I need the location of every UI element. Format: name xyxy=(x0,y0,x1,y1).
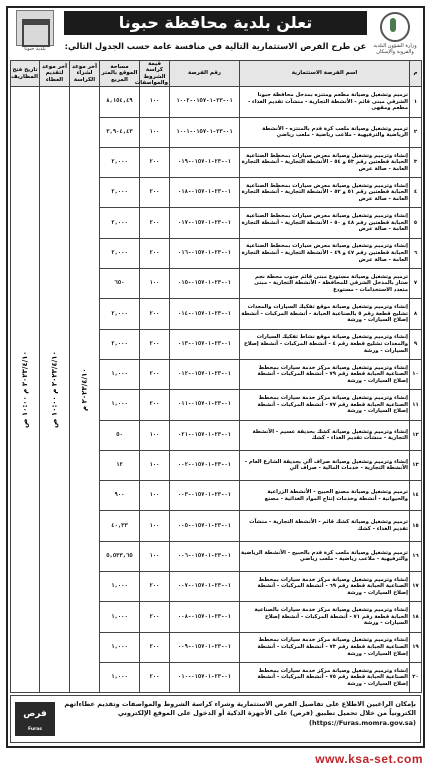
booklet-fee: ١٠٠ xyxy=(140,269,170,299)
opportunity-name: ترميم وتشغيل وصيانة كشك قائم - الأنشطة التجارية - منشآت تقديم الغذاء - كشك xyxy=(240,511,410,541)
booklet-fee: ١٠٠ xyxy=(140,450,170,480)
opportunity-name: إنشاء وترميم وتشغيل وصيانة مركز خدمة سيارات بمخطط الصناعية الحبابة قطعة رقم ٧٥ - أنشطة المركبات - أنشطة إصلاح السيارات - ورشة xyxy=(240,662,410,692)
booklet-fee: ٢٠٠ xyxy=(140,632,170,662)
table-header-row xyxy=(11,61,422,87)
opportunity-name: إنشاء وترميم وتشغيل وصيانة كشك بحديقة عسيم - الأنشطة التجارية - منشآت تقديم الغذاء - كشك xyxy=(240,420,410,450)
row-number: ١٥ xyxy=(410,511,422,541)
site-area: ١,٠٠٠ xyxy=(100,662,140,692)
furas-logo-sub: Furas xyxy=(28,727,42,732)
site-area: ٨,١٥٤,٤٩ xyxy=(100,87,140,117)
column-header: تاريخ فتح المظاريف xyxy=(11,61,40,87)
opportunities-table xyxy=(10,60,422,693)
booklet-fee: ١٠٠ xyxy=(140,87,170,117)
last-purchase-date: ٢٠٢٣/٤/١٠ م xyxy=(70,87,100,693)
page-title: تعلن بلدية محافظة حبونا xyxy=(64,11,367,35)
watermark-url: www.ksa-set.com xyxy=(315,752,423,766)
opportunity-id: ٠١-٢٣-٠١٥٧٠١-٠٢١ xyxy=(170,420,240,450)
site-area: ١,٠٠٠ xyxy=(100,602,140,632)
opportunity-name: إنشاء وترميم وتشغيل وصيانة معرض سيارات بمخطط الصناعية الحبابة قطعتين رقم ٤٧ و ٤٩ - الأنشطة التجارية - أنشطة التجارة العامة - صالة عرض xyxy=(240,238,410,268)
site-area: ٣,٩٠٤,٤٣ xyxy=(100,117,140,147)
column-header: آخر موعد لشراء الكراسة xyxy=(70,61,100,87)
booklet-fee: ٢٠٠ xyxy=(140,147,170,177)
municipality-logo xyxy=(12,10,58,54)
row-number: ٩ xyxy=(410,329,422,359)
row-number: ٧ xyxy=(410,269,422,299)
opportunity-name: ترميم وتشغيل وصيانة ملعب كرة قدم بالحبيح - الأنشطة الرياضية والترفيهية - ملاعب رياضية - ملعب رياضي xyxy=(240,541,410,571)
municipality-emblem-icon xyxy=(16,10,54,46)
site-area: ١٢ xyxy=(100,450,140,480)
opportunity-id: ٠١-٢٣-٠١٥٧٠١-٠١٠ xyxy=(170,662,240,692)
opening-date: ٢٠٢٣/٤/١٠ م ١٠:٠٠ ص xyxy=(11,87,40,693)
site-area: ٢,٠٠٠ xyxy=(100,299,140,329)
opportunity-id: ٠١-٢٣-٠١٥٧٠١-٠٠٧ xyxy=(170,572,240,602)
opportunity-id: ٠١-٢٣-٠١٥٧٠١-٠١٨ xyxy=(170,178,240,208)
opportunity-name: إنشاء وترميم وتشغيل وصيانة معرض سيارات بمخطط الصناعية الحبابة قطعتين رقم ٥٣ و ٥٤ - الأنشطة التجارية - أنشطة التجارة العامة - صالة عرض xyxy=(240,147,410,177)
column-header: آخر موعد لتقديم العطاء xyxy=(40,61,70,87)
row-number: ١٢ xyxy=(410,420,422,450)
row-number: ٤ xyxy=(410,178,422,208)
booklet-fee: ٢٠٠ xyxy=(140,178,170,208)
opportunity-id: ٠١-٢٣-٠١٥٧٠١-٠١٢ xyxy=(170,359,240,389)
site-area: ٢,٠٠٠ xyxy=(100,147,140,177)
row-number: ١٨ xyxy=(410,602,422,632)
booklet-fee: ٢٠٠ xyxy=(140,572,170,602)
opportunity-name: إنشاء وترميم وتشغيل وصيانة صراف آلي بحديقة الشارع العام - الأنشطة التجارية - خدمات المالية - صراف آلي xyxy=(240,450,410,480)
column-header: م xyxy=(410,61,422,87)
opportunity-name: إنشاء وترميم وتشغيل وصيانة مركز خدمة سيارات بمخطط الصناعية الحبابة قطعة رقم ٧٩ - أنشطة المركبات - أنشطة إصلاح السيارات - ورشة xyxy=(240,359,410,389)
site-area: ٦٥٠ xyxy=(100,269,140,299)
site-area: ٢,٠٠٠ xyxy=(100,329,140,359)
opportunity-name: إنشاء وترميم وتشغيل وصيانة موقع نشاط تفكيك السيارات والمعدات تشليح قطعة رقم ٤ - أنشطة المركبات - أنشطة إصلاح السيارات - ورشة xyxy=(240,329,410,359)
row-number: ١٠ xyxy=(410,359,422,389)
row-number: ١١ xyxy=(410,390,422,420)
site-area: ٢,٠٠٠ xyxy=(100,238,140,268)
row-number: ١٩ xyxy=(410,632,422,662)
ministry-logo-text: وزارة الشؤون البلدية والقروية والإسكان xyxy=(373,43,417,55)
site-area: ١,٠٠٠ xyxy=(100,572,140,602)
opportunity-name: إنشاء وترميم وتشغيل وصيانة مركز خدمة سيارات بالصناعية الحبابة قطعة رقم ٧١ - أنشطة المركبات - أنشطة إصلاح السيارات - ورشة xyxy=(240,602,410,632)
row-number: ٨ xyxy=(410,299,422,329)
ad-footer xyxy=(10,695,421,743)
footer-instructions: بإمكان الراغبين الاطلاع على تفاصيل الفرص الاستثمارية وشراء كراسة الشروط والمواصفات وتقديم عطاءاتهم الكترونياً من خلال تحميل تطبيق (فرص) على الأجهزة الذكية أو الدخول على الموقع الإلكتروني (https://Furas.momra.gov.sa) xyxy=(64,700,416,727)
opportunity-id: ٠١-٢٣-٠١٥٧٠١-١٠٠١ xyxy=(170,117,240,147)
booklet-fee: ٢٠٠ xyxy=(140,299,170,329)
opportunity-id: ٠١-٢٣-٠١٥٧٠١-٠١٩ xyxy=(170,147,240,177)
site-area: ١,٠٠٠ xyxy=(100,632,140,662)
last-submission-date: ٢٠٢٣/٤/١٠ م ١٠:٠٠ ص xyxy=(40,87,70,693)
opportunity-id: ٠١-٢٣-٠١٥٧٠١-٠١٣ xyxy=(170,329,240,359)
row-number: ٦ xyxy=(410,238,422,268)
opportunity-id: ٠١-٢٣-٠١٥٧٠١-٠١٤ xyxy=(170,299,240,329)
column-header: قيمة كراسة الشروط والمواصفات xyxy=(134,61,168,86)
row-number: ١٦ xyxy=(410,541,422,571)
opportunity-id: ٠١-٢٣-٠١٥٧٠١-٠١١ xyxy=(170,390,240,420)
opportunity-name: إنشاء وترميم وتشغيل وصيانة معرض سيارات بمخطط الصناعية الحبابة قطعتين رقم ٥١ و ٥٢ - الأنشطة التجارية - أنشطة التجارة العامة - صالة عرض xyxy=(240,178,410,208)
tender-advertisement xyxy=(6,6,425,748)
opportunity-id: ٠١-٢٣-٠١٥٧٠١-٠٠٢ xyxy=(170,450,240,480)
opportunity-name: إنشاء وترميم وتشغيل وصيانة مركز خدمة سيارات بمخطط الصناعية الحبابة قطعة رقم ٧٣ - أنشطة المركبات - أنشطة إصلاح السيارات - ورشة xyxy=(240,632,410,662)
opportunity-id: ٠١-٢٣-٠١٥٧٠١-٠١٥ xyxy=(170,269,240,299)
row-number: ١٧ xyxy=(410,572,422,602)
column-header: رقم الفرصة xyxy=(170,61,240,87)
booklet-fee: ٢٠٠ xyxy=(140,390,170,420)
opportunity-name: إنشاء وترميم وتشغيل وصيانة موقع تفكيك السيارات والمعدات تشليح قطعة رقم ٥ بالصناعية الحبابة - أنشطة المركبات - أنشطة إصلاح السيارات - ورشة xyxy=(240,299,410,329)
row-number: ١٣ xyxy=(410,450,422,480)
opportunity-id: ٠١-٢٣-٠١٥٧٠١-٠٠٣ xyxy=(170,481,240,511)
booklet-fee: ٢٠٠ xyxy=(140,329,170,359)
booklet-fee: ١٠٠ xyxy=(140,420,170,450)
booklet-fee: ١٠٠ xyxy=(140,541,170,571)
opportunity-id: ٠١-٢٣-٠١٥٧٠١-١٠٠٢ xyxy=(170,87,240,117)
booklet-fee: ٢٠٠ xyxy=(140,602,170,632)
site-area: ٤٠,٣٣ xyxy=(100,511,140,541)
opportunity-id: ٠١-٢٣-٠١٥٧٠١-٠٠٥ xyxy=(170,511,240,541)
booklet-fee: ١٠٠ xyxy=(140,117,170,147)
row-number: ٢ xyxy=(410,117,422,147)
site-area: ١,٠٠٠ xyxy=(100,359,140,389)
furas-logo-text: فرص xyxy=(23,709,47,719)
site-area: ١,٠٠٠ xyxy=(100,390,140,420)
row-number: ١٤ xyxy=(410,481,422,511)
booklet-fee: ١٠٠ xyxy=(140,481,170,511)
municipality-logo-text: بلدية حبونا xyxy=(24,46,46,52)
ad-header xyxy=(8,8,423,58)
booklet-fee: ٢٠٠ xyxy=(140,208,170,238)
opportunity-id: ٠١-٢٣-٠١٥٧٠١-٠٠٨ xyxy=(170,602,240,632)
ministry-logo xyxy=(371,12,419,54)
opportunity-name: ترميم وتشغيل وصيانة ملعب كرة قدم بالمنتزه - الأنشطة الرياضية والترفيهية - ملاعب رياضية - ملعب رياضي xyxy=(240,117,410,147)
booklet-fee: ٢٠٠ xyxy=(140,359,170,389)
opportunity-id: ٠١-٢٣-٠١٥٧٠١-٠١٧ xyxy=(170,208,240,238)
column-header: اسم الفرصة الاستثمارية xyxy=(240,61,410,87)
table-row xyxy=(11,87,422,117)
row-number: ٢٠ xyxy=(410,662,422,692)
site-area: ٥,٥٣٣,٦٥ xyxy=(100,541,140,571)
opportunity-id: ٠١-٢٣-٠١٥٧٠١-٠١٦ xyxy=(170,238,240,268)
opportunity-name: إنشاء وترميم وتشغيل وصيانة مركز خدمة سيارات بمخطط الصناعية الحبابة قطعة رقم ٧٧ - أنشطة المركبات - أنشطة إصلاح السيارات - ورشة xyxy=(240,390,410,420)
row-number: ٥ xyxy=(410,208,422,238)
opportunity-id: ٠١-٢٣-٠١٥٧٠١-٠٠٩ xyxy=(170,632,240,662)
page-subtitle: عن طرح الفرص الاستثمارية التالية في منافسة عامة حسب الجدول التالي: xyxy=(64,41,367,51)
opportunity-id: ٠١-٢٣-٠١٥٧٠١-٠٠٦ xyxy=(170,541,240,571)
furas-logo xyxy=(15,702,55,736)
booklet-fee: ٢٠٠ xyxy=(140,238,170,268)
row-number: ١ xyxy=(410,87,422,117)
opportunity-name: إنشاء وترميم وتشغيل وصيانة مركز خدمة سيارات بمخطط الصناعية الحبابة قطعة رقم ٦٩ - أنشطة المركبات - أنشطة إصلاح السيارات - ورشة xyxy=(240,572,410,602)
site-area: ٢,٠٠٠ xyxy=(100,208,140,238)
column-header: مساحة الموقع بالمتر المربع xyxy=(100,61,140,87)
site-area: ٢,٠٠٠ xyxy=(100,178,140,208)
site-area: ٩٠٠ xyxy=(100,481,140,511)
booklet-fee: ١٠٠ xyxy=(140,511,170,541)
row-number: ٣ xyxy=(410,147,422,177)
site-area: ٥٠ xyxy=(100,420,140,450)
opportunity-name: ترميم وتشغيل وصيانة مطعم ومتنزه بمدخل محافظة حبونا الشرقي مبنى قائم - الأنشطة التجارية - منشآت تقديم الغذاء - مطعم ومقهى xyxy=(240,87,410,117)
opportunity-name: ترميم وتشغيل وصيانة مصنع الحبيح - الأنشطة الزراعية والحيوانية - أنشطة وخدمات إنتاج المواد الغذائية - مصنع xyxy=(240,481,410,511)
ministry-emblem-icon xyxy=(380,12,410,42)
booklet-fee: ٢٠٠ xyxy=(140,662,170,692)
opportunity-name: إنشاء وترميم وتشغيل وصيانة معرض سيارات بمخطط الصناعية الحبابة قطعتين رقم ٤٨ و ٥٠ - الأنشطة التجارية - أنشطة التجارة العامة - صالة عرض xyxy=(240,208,410,238)
opportunity-name: ترميم وتشغيل وصيانة مستودع مبنى قائم جنوب محطة نجم ستار بالمدخل الشرقي للمحافظة - الأنشطة التجارية - مبنى متعدد الاستخدامات - مستودع xyxy=(240,269,410,299)
